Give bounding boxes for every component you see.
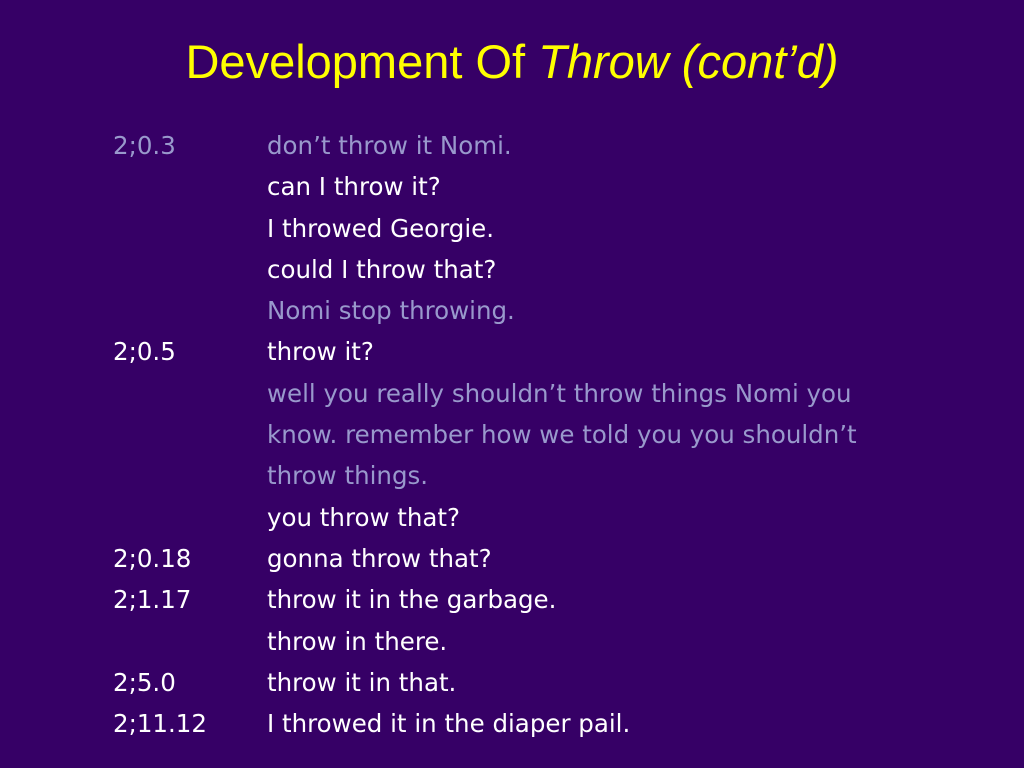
transcript-row (113, 497, 993, 538)
transcript-row (113, 621, 993, 662)
age-label: 2;11.12 (113, 709, 207, 739)
utterance-text: throw things. (267, 461, 429, 491)
transcript-row (113, 579, 993, 620)
transcript-row (113, 249, 993, 290)
slide-title (0, 34, 1024, 90)
transcript-row (113, 373, 993, 414)
transcript-row (113, 455, 993, 496)
utterance-text: know. remember how we told you you shouldn’t (267, 420, 857, 450)
utterance-text: can I throw it? (267, 172, 441, 202)
utterance-text: don’t throw it Nomi. (267, 131, 512, 160)
utterance-text: could I throw that? (267, 254, 497, 284)
utterance-text: throw it in that. (267, 667, 457, 697)
transcript-row (113, 331, 993, 372)
age-label: 2;0.3 (113, 131, 176, 160)
age-label: 2;0.18 (113, 543, 192, 573)
utterance-text: throw it? (267, 337, 374, 367)
utterance-text: Nomi stop throwing. (267, 296, 515, 326)
transcript-row (113, 125, 993, 166)
title-italic: Throw (cont’d) (538, 35, 839, 88)
age-label: 2;0.5 (113, 337, 176, 367)
transcript-row (113, 538, 993, 579)
utterance-text: I throwed it in the diaper pail. (267, 709, 631, 739)
transcript-row (113, 414, 993, 455)
age-label: 2;1.17 (113, 585, 192, 615)
transcript-row (113, 703, 993, 744)
utterance-text: you throw that? (267, 502, 461, 532)
transcript-row (113, 208, 993, 249)
utterance-text: I throwed Georgie. (267, 213, 495, 243)
utterance-text: throw it in the garbage. (267, 585, 557, 615)
transcript-row (113, 662, 993, 703)
title-plain: Development Of (185, 35, 539, 88)
age-label: 2;5.0 (113, 667, 176, 697)
utterance-text: throw in there. (267, 626, 448, 656)
transcript-row (113, 166, 993, 207)
utterance-text: well you really shouldn’t throw things Nomi you (267, 378, 852, 408)
utterance-text: gonna throw that? (267, 543, 492, 573)
transcript-list (113, 125, 993, 744)
transcript-row (113, 290, 993, 331)
